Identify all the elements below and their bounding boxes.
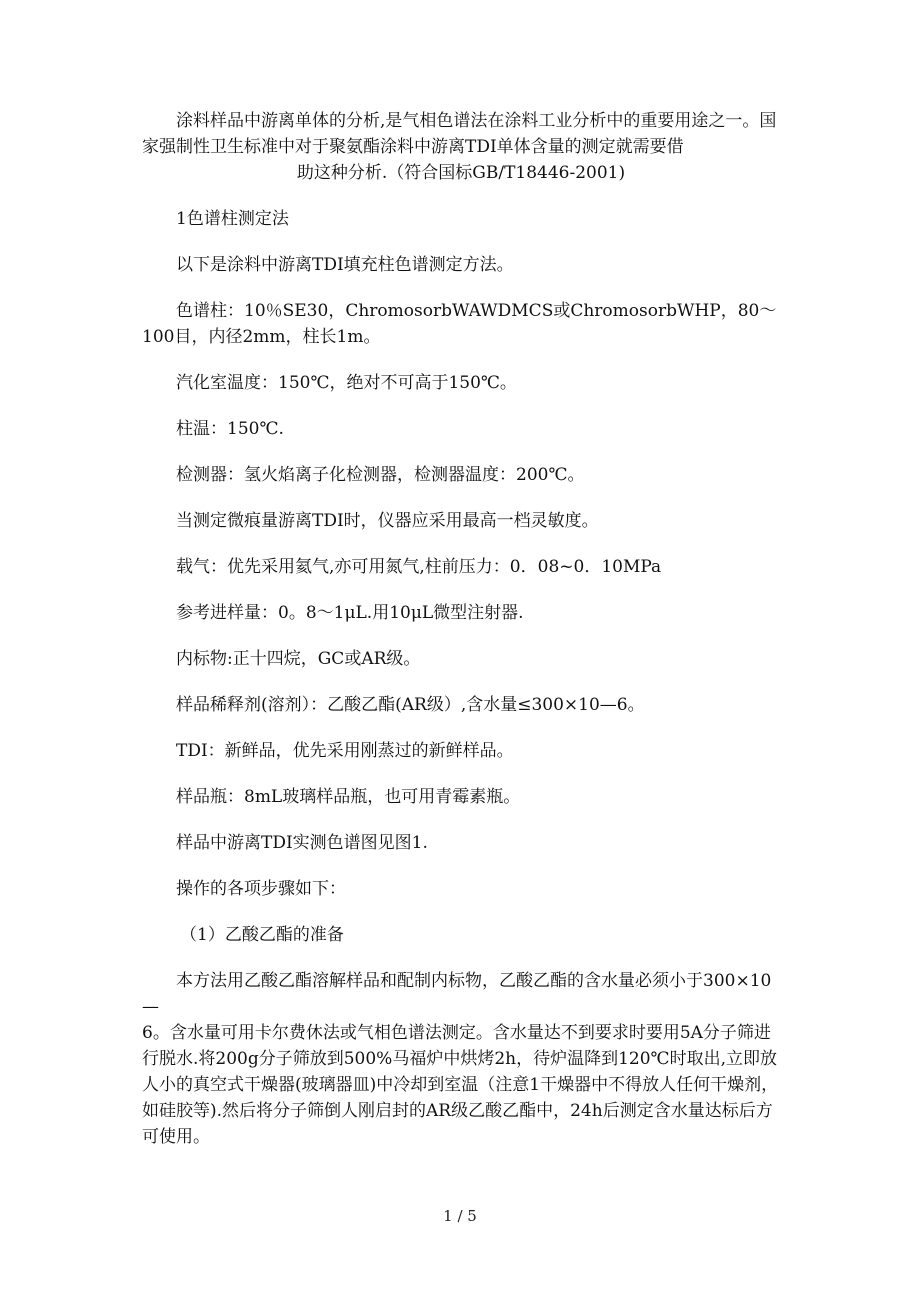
intro-paragraph [142,108,780,186]
injection-volume: 参考进样量：0。8～1μL.用10μL微型注射器. [176,603,524,623]
internal-standard: 内标物:正十四烷，GC或AR级。 [176,649,421,669]
sample-bottle: 样品瓶：8mL玻璃样品瓶，也可用青霉素瓶。 [176,787,521,807]
column-temperature: 柱温：150℃. [176,419,284,439]
page-number: 1 / 5 [443,1207,477,1225]
chromatogram-reference: 样品中游离TDI实测色谱图见图1. [176,833,428,853]
steps-intro: 操作的各项步骤如下： [176,879,346,899]
tdi-note: TDI：新鲜品，优先采用刚蒸过的新鲜样品。 [176,741,514,761]
intro-line-1: 涂料样品中游离单体的分析,是气相色谱法在涂料工业分析中的重要用途之一。国家强制性卫生标准中对于聚氨酯涂料中游离TDI单体含量的测定就需要借 [142,111,777,157]
column-spec: 色谱柱：10％SE30，ChromosorbWAWDMCS或ChromosorbWHP，80～100目，内径2mm，柱长1m。 [142,301,777,347]
step-1-line-1: 本方法用乙酸乙酯溶解样品和配制内标物，乙酸乙酯的含水量必须小于300×10— [142,971,772,1017]
section-heading-column-method: 1色谱柱测定法 [176,209,289,229]
trace-sensitivity-note: 当测定微痕量游离TDI时，仪器应采用最高一档灵敏度。 [176,511,599,531]
sample-diluent: 样品稀释剂(溶剂）：乙酸乙酯(AR级）,含水量≤300×10—6。 [176,695,645,715]
step-1-paragraph [142,968,780,1150]
carrier-gas-spec: 载气：优先采用氦气,亦可用氮气,柱前压力：0．08~0．10MPa [176,557,662,577]
method-intro: 以下是涂料中游离TDI填充柱色谱测定方法。 [176,255,514,275]
document-body [142,108,780,1150]
detector-spec: 检测器：氢火焰离子化检测器，检测器温度：200℃。 [176,465,585,485]
step-1-heading: （1）乙酸乙酯的准备 [180,925,344,945]
step-1-line-2: 6。含水量可用卡尔费休法或气相色谱法测定。含水量达不到要求时要用5A分子筛进行脱水.将200g分子筛放到500%马福炉中烘烤2h，待炉温降到120℃时取出,立即放人小的真空式干燥器(玻璃器皿)中冷却到室温（注意1干燥器中不得放人任何干燥剂，如硅胶等).然后将分子筛倒人刚启封的AR级乙酸乙酯中，24h后测定含水量达标后方可使用。 [142,1023,779,1147]
vaporizer-temperature: 汽化室温度：150℃，绝对不可高于150℃。 [176,373,517,393]
intro-line-2: 助这种分析.（符合国标GB/T18446-2001) [296,163,626,183]
